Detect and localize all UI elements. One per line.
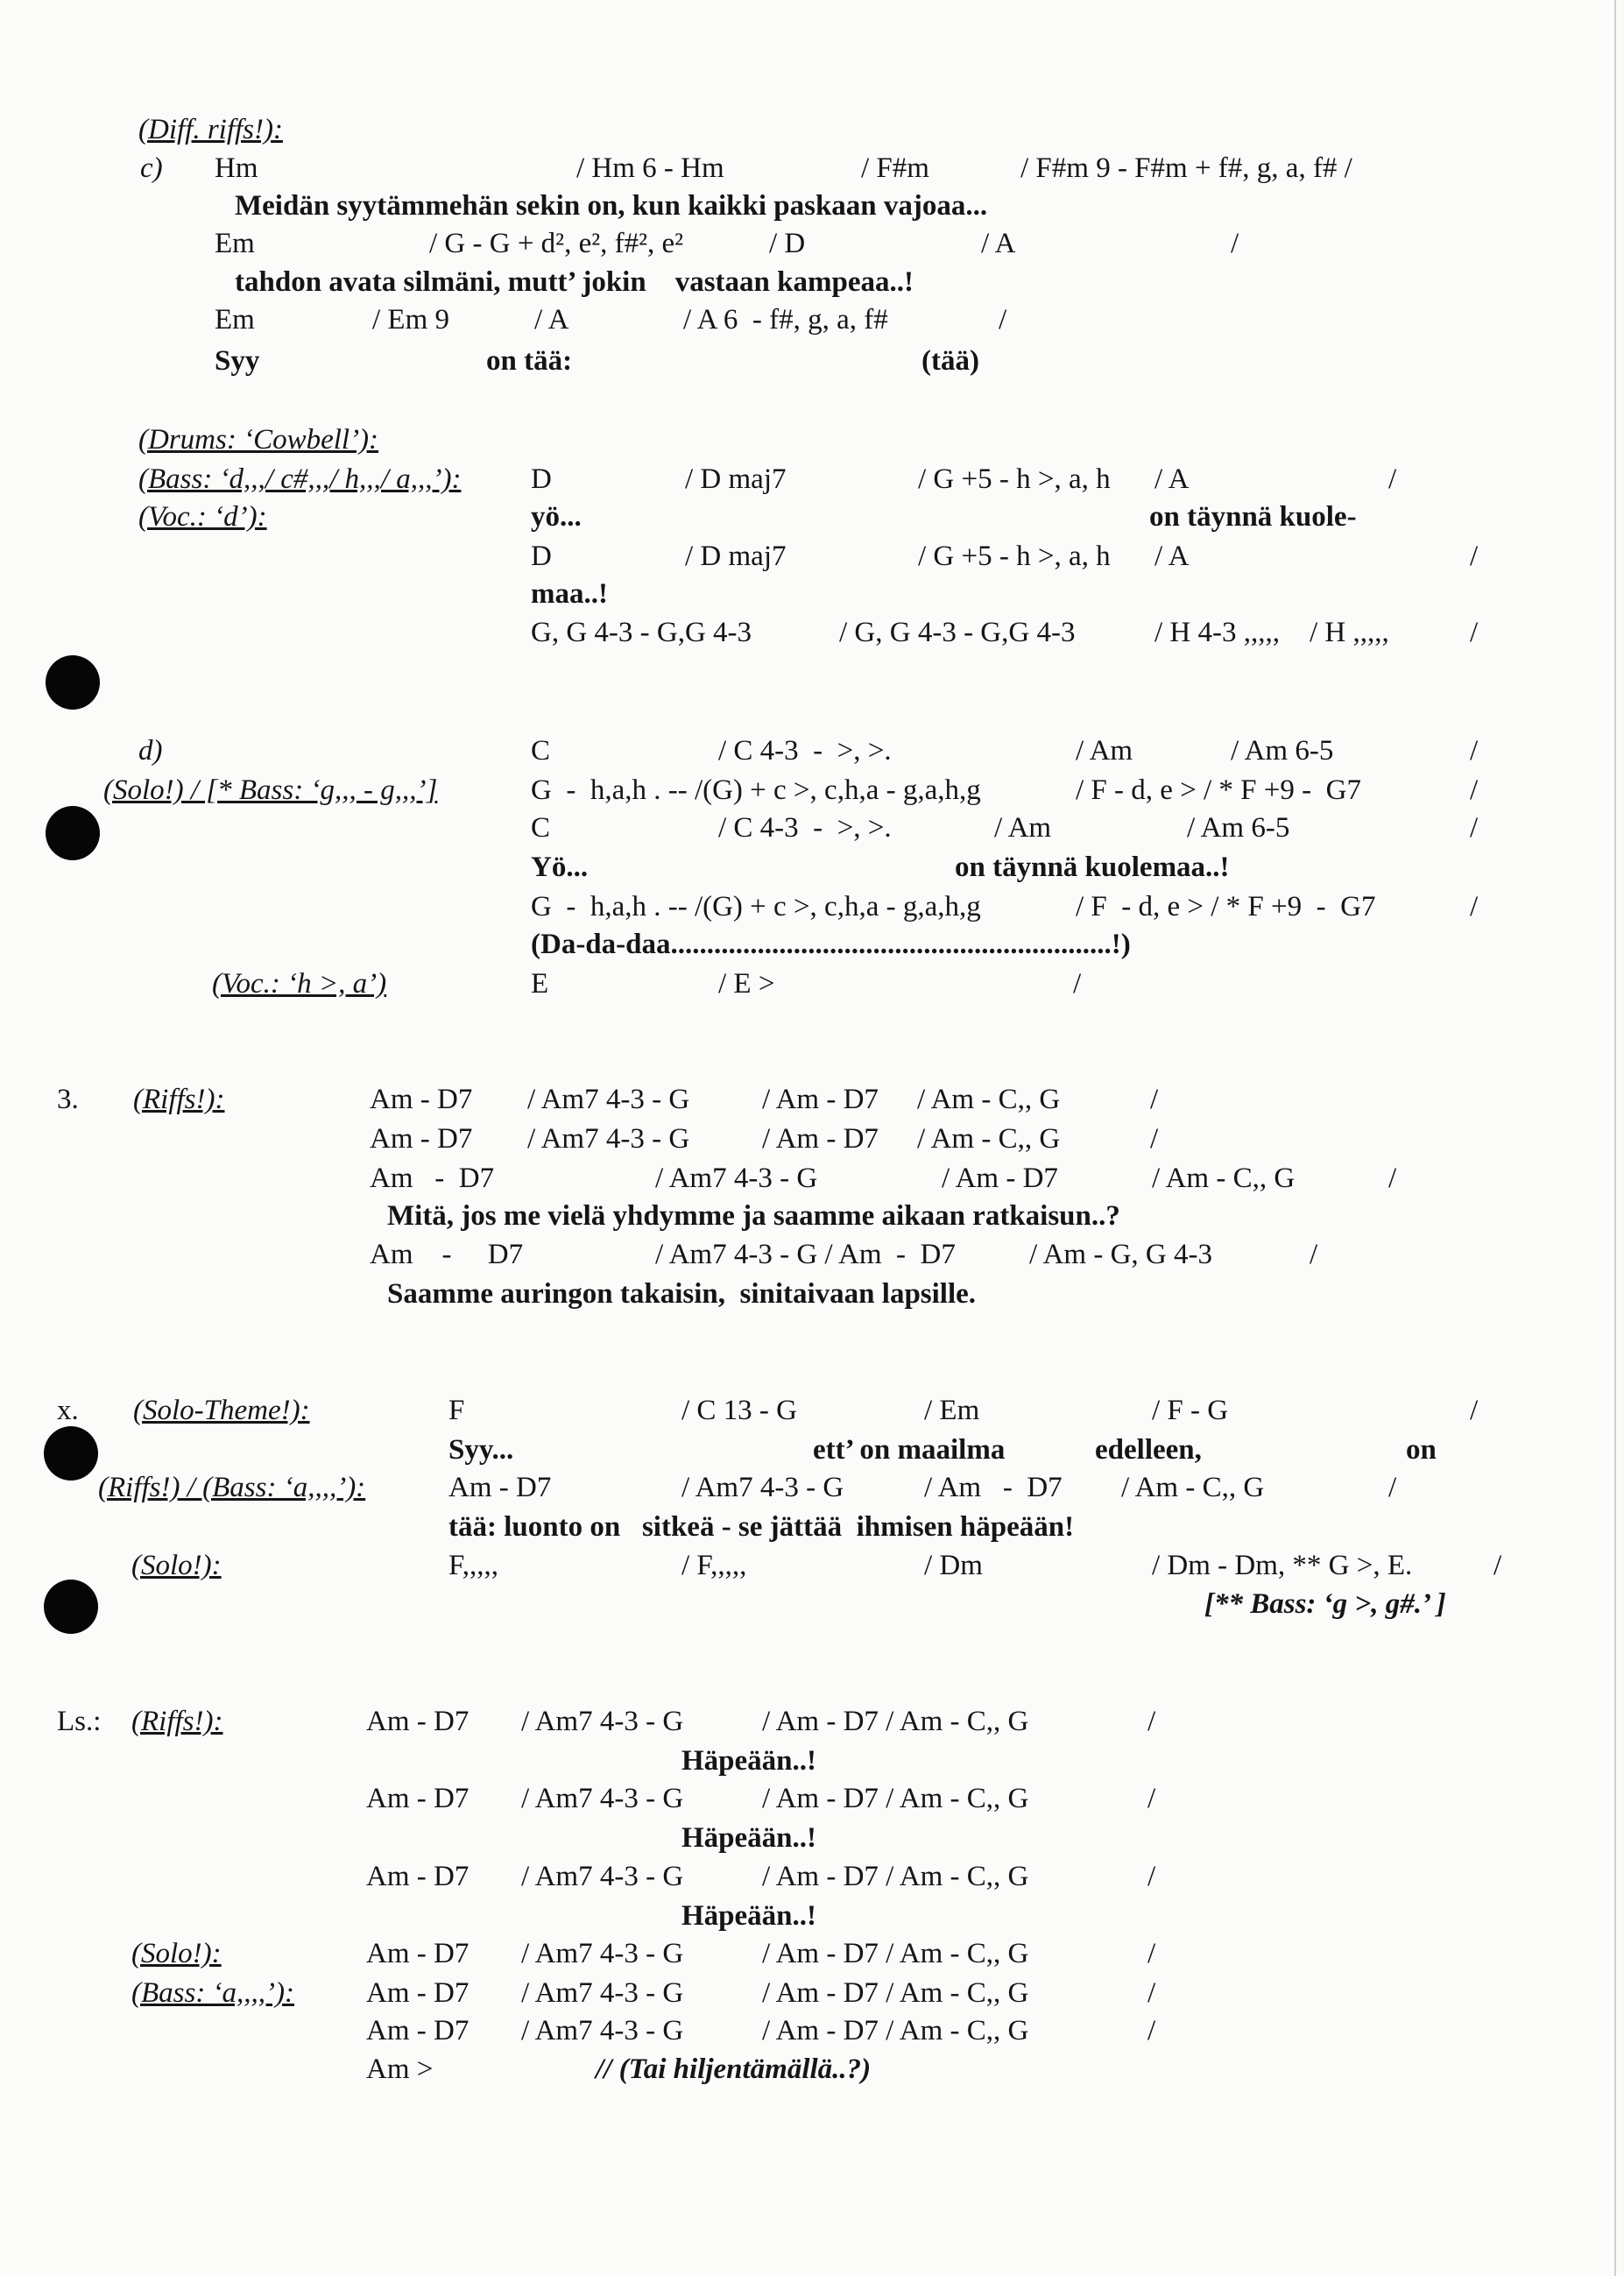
bar-end: / xyxy=(1231,228,1239,259)
chord: Am - D7 xyxy=(370,1163,495,1194)
section-number: 3. xyxy=(57,1084,79,1115)
section-letter: d) xyxy=(138,735,163,767)
chord: / D xyxy=(769,228,806,259)
chord: Em xyxy=(215,304,255,336)
lyric-word: on täynnä kuole- xyxy=(1149,501,1357,533)
lyric-line: Mitä, jos me vielä yhdymme ja saamme aikaan ratkaisun..? xyxy=(387,1200,1120,1232)
chord: / Dm - Dm, ** G >, E. xyxy=(1152,1550,1413,1581)
chord: / Am7 4-3 - G xyxy=(527,1084,690,1115)
bar-end: / xyxy=(1147,2015,1156,2046)
bar-end: / xyxy=(1147,1977,1156,2009)
chord: E xyxy=(531,968,549,1000)
chord: Am - D7 xyxy=(370,1084,473,1115)
punch-hole xyxy=(44,1580,98,1634)
chord: / Hm 6 - Hm xyxy=(576,152,724,184)
chord: / F#m xyxy=(861,152,929,184)
bar-end: / xyxy=(1073,968,1082,1000)
chord: / Am - D7 / Am - C,, G xyxy=(762,1783,1029,1814)
lyric-word: Yö... xyxy=(531,852,589,883)
chord: / Am7 4-3 - G xyxy=(521,1938,684,1969)
chord: / Am7 4-3 - G xyxy=(521,1706,684,1737)
lyric-word: Häpeään..! xyxy=(681,1900,817,1932)
chord: / Am - C,, G xyxy=(917,1123,1061,1155)
chord: / C 13 - G xyxy=(681,1395,797,1426)
section-label: (Solo-Theme!): xyxy=(133,1395,310,1426)
chord: / G, G 4-3 - G,G 4-3 xyxy=(839,617,1076,648)
chord: / C 4-3 - >, >. xyxy=(718,812,892,844)
chord: / Am - D7 xyxy=(762,1123,879,1155)
chord: / Am - D7 / Am - C,, G xyxy=(762,1938,1029,1969)
chord: / A xyxy=(1154,541,1190,572)
solo-label: (Solo!): xyxy=(131,1938,222,1969)
chord: Am - D7 xyxy=(448,1472,552,1503)
chord: / E > xyxy=(718,968,775,1000)
chord: / F - d, e > / * F +9 - G7 xyxy=(1076,774,1361,806)
chord: / Am - D7 / Am - C,, G xyxy=(762,1706,1029,1737)
section-label: (Drums: ‘Cowbell’): xyxy=(138,424,379,456)
chord: / Em xyxy=(924,1395,980,1426)
voc-label: (Voc.: ‘h >, a’) xyxy=(212,968,387,1000)
bar-end: / xyxy=(1147,1938,1156,1969)
bar-end: / xyxy=(1470,891,1479,922)
chord: / Am7 4-3 - G xyxy=(521,2015,684,2046)
section-label: (Diff. riffs!): xyxy=(138,114,283,145)
chord: G - h,a,h . -- /(G) + c >, c,h,a - g,a,h,g xyxy=(531,891,981,922)
lyric-line: Meidän syytämmehän sekin on, kun kaikki paskaan vajoaa... xyxy=(235,190,988,222)
chord: / Am7 4-3 - G xyxy=(527,1123,690,1155)
chord: / F#m 9 - F#m + f#, g, a, f# / xyxy=(1020,152,1352,184)
lyric-word: Syy... xyxy=(448,1434,514,1466)
lyric-line: (Da-da-daa.............................................................!) xyxy=(531,929,1131,960)
chord: Am - D7 xyxy=(366,1938,470,1969)
section-label: (Riffs!): xyxy=(133,1084,225,1115)
chord: / Am - C,, G xyxy=(1121,1472,1265,1503)
chord: / A 6 - f#, g, a, f# xyxy=(683,304,888,336)
chord: / Am7 4-3 - G xyxy=(681,1472,844,1503)
chord: Am > xyxy=(366,2053,434,2085)
bar-end: / xyxy=(1150,1084,1159,1115)
punch-hole xyxy=(44,1426,98,1481)
chord: / Am7 4-3 - G xyxy=(521,1977,684,2009)
chord: Em xyxy=(215,228,255,259)
lyric-word: Häpeään..! xyxy=(681,1822,817,1854)
chord: / Am - D7 xyxy=(924,1472,1063,1503)
chord: Am - D7 xyxy=(370,1123,473,1155)
solo-label: (Solo!): xyxy=(131,1550,222,1581)
chord: Hm xyxy=(215,152,258,184)
section-letter: c) xyxy=(140,152,163,184)
chord: / H 4-3 ,,,,, xyxy=(1154,617,1280,648)
bar-end: / xyxy=(1150,1123,1159,1155)
chord: / Am - C,, G xyxy=(1152,1163,1296,1194)
chord: / Am7 4-3 - G xyxy=(521,1861,684,1892)
chord: F xyxy=(448,1395,465,1426)
lyric-word: Häpeään..! xyxy=(681,1745,817,1777)
chord: D xyxy=(531,541,552,572)
chord: D xyxy=(531,463,552,495)
chord: / Am - C,, G xyxy=(917,1084,1061,1115)
bass-note: [** Bass: ‘g >, g#.’ ] xyxy=(1204,1588,1446,1620)
chord: Am - D7 xyxy=(366,1977,470,2009)
lyric-word: on tää: xyxy=(486,345,573,377)
lyric-word: yö... xyxy=(531,501,582,533)
section-number: x. xyxy=(57,1395,79,1426)
chord: C xyxy=(531,735,551,767)
voc-label: (Voc.: ‘d’): xyxy=(138,501,267,533)
chord: / A xyxy=(1154,463,1190,495)
punch-hole xyxy=(46,655,100,710)
chord: / Am7 4-3 - G xyxy=(655,1163,818,1194)
bass-label: (Bass: ‘d,,,/ c#,,,/ h,,,/ a,,,’): xyxy=(138,463,462,495)
bar-end: / xyxy=(1310,1239,1318,1270)
closing-note: // (Tai hiljentämällä..?) xyxy=(596,2053,872,2085)
bar-end: / xyxy=(1388,1472,1397,1503)
chord: Am - D7 xyxy=(370,1239,524,1270)
chord: Am - D7 xyxy=(366,2015,470,2046)
chord: / Em 9 xyxy=(372,304,449,336)
chord: / Am xyxy=(994,812,1052,844)
chord: / Am - D7 / Am - C,, G xyxy=(762,2015,1029,2046)
chord: / F,,,,, xyxy=(681,1550,747,1581)
chord: G, G 4-3 - G,G 4-3 xyxy=(531,617,752,648)
chord: / H ,,,,, xyxy=(1310,617,1389,648)
bar-end: / xyxy=(1470,735,1479,767)
bar-end: / xyxy=(1470,541,1479,572)
chord: / Am - D7 xyxy=(762,1084,879,1115)
lyric-word: on xyxy=(1406,1434,1437,1466)
chord: G - h,a,h . -- /(G) + c >, c,h,a - g,a,h,g xyxy=(531,774,981,806)
bar-end: / xyxy=(1147,1706,1156,1737)
chord: / D maj7 xyxy=(685,463,787,495)
chord: / Am - D7 / Am - C,, G xyxy=(762,1977,1029,2009)
chord: / F - d, e > / * F +9 - G7 xyxy=(1076,891,1376,922)
bar-end: / xyxy=(1470,774,1479,806)
chord: / Am7 4-3 - G / Am - D7 xyxy=(655,1239,956,1270)
section-label: (Riffs!): xyxy=(131,1706,223,1737)
chord: / Dm xyxy=(924,1550,983,1581)
chord: / Am 6-5 xyxy=(1187,812,1290,844)
chord: F,,,,, xyxy=(448,1550,498,1581)
chord: / Am - D7 / Am - C,, G xyxy=(762,1861,1029,1892)
lyric-line: Saamme auringon takaisin, sinitaivaan lapsille. xyxy=(387,1278,977,1310)
chord: / Am - D7 xyxy=(942,1163,1058,1194)
solo-label: (Solo!) / [* Bass: ‘g,,, - g,,,’] xyxy=(103,774,438,806)
lyric-word: ett’ on maailma xyxy=(813,1434,1006,1466)
lyric-word: maa..! xyxy=(531,578,608,610)
chord: Am - D7 xyxy=(366,1783,470,1814)
page-edge xyxy=(1614,0,1616,2276)
lyric-word: (tää) xyxy=(921,345,979,377)
chord: Am - D7 xyxy=(366,1861,470,1892)
punch-hole xyxy=(46,806,100,860)
chord: / C 4-3 - >, >. xyxy=(718,735,892,767)
chord: / G +5 - h >, a, h xyxy=(918,463,1111,495)
chord: / Am xyxy=(1076,735,1133,767)
bar-end: / xyxy=(1470,812,1479,844)
section-number: Ls.: xyxy=(57,1706,102,1737)
chord: C xyxy=(531,812,551,844)
chord: / Am - G, G 4-3 xyxy=(1029,1239,1212,1270)
bar-end: / xyxy=(1147,1861,1156,1892)
bass-label: (Bass: ‘a,,,,’): xyxy=(131,1977,295,2009)
chord: / A xyxy=(534,304,569,336)
chord: / G - G + d², e², f#², e² xyxy=(429,228,684,259)
lyric-word: Syy xyxy=(215,345,260,377)
bar-end: / xyxy=(1147,1783,1156,1814)
lyric-word: on täynnä kuolemaa..! xyxy=(955,852,1230,883)
lyric-line: tää: luonto on sitkeä - se jättää ihmisen häpeään! xyxy=(448,1511,1075,1543)
bar-end: / xyxy=(1470,617,1479,648)
bar-end: / xyxy=(999,304,1007,336)
bar-end: / xyxy=(1388,1163,1397,1194)
riffs-label: (Riffs!) / (Bass: ‘a,,,,’): xyxy=(98,1472,366,1503)
chord: / Am 6-5 xyxy=(1231,735,1334,767)
chord: / A xyxy=(981,228,1016,259)
bar-end: / xyxy=(1470,1395,1479,1426)
bar-end: / xyxy=(1388,463,1397,495)
chord: / D maj7 xyxy=(685,541,787,572)
lyric-line: tahdon avata silmäni, mutt’ jokin vastaan kampeaa..! xyxy=(235,266,914,298)
chord: / G +5 - h >, a, h xyxy=(918,541,1111,572)
bar-end: / xyxy=(1493,1550,1502,1581)
chord: / Am7 4-3 - G xyxy=(521,1783,684,1814)
lyric-word: edelleen, xyxy=(1095,1434,1202,1466)
chord: / F - G xyxy=(1152,1395,1229,1426)
chord: Am - D7 xyxy=(366,1706,470,1737)
